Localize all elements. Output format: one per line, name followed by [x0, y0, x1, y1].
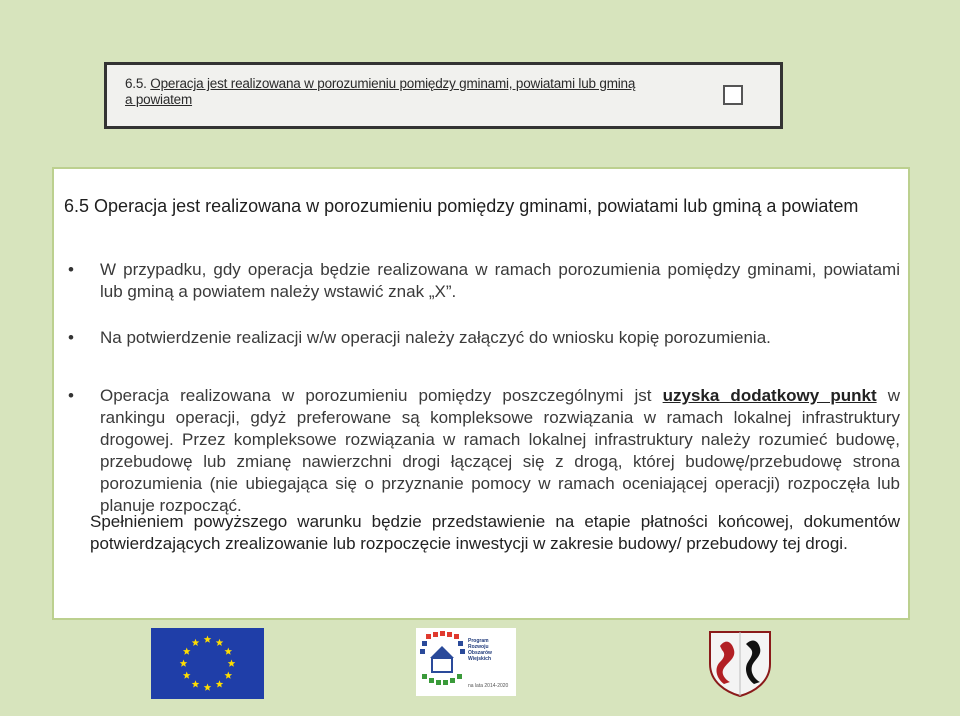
text-fragment: Operacja realizowana w porozumieniu pomiędzy poszczególnymi jst [100, 386, 663, 405]
emphasis-text: uzyska dodatkowy punkt [662, 386, 877, 405]
list-item-text: Na potwierdzenie realizacji w/w operacji należy załączyć do wniosku kopię porozumienia. [100, 328, 771, 347]
eu-star-icon [183, 672, 191, 679]
prow-name [468, 638, 516, 662]
scan-line-2: a powiatem [125, 92, 193, 107]
eu-star-icon [224, 648, 232, 655]
list-item-text [100, 385, 900, 517]
prow-line: Obszarów [468, 650, 492, 656]
closing-paragraph: Spełnieniem powyższego warunku będzie przedstawienie na etapie płatności końcowej, dokumentów potwierdzających zrealizowanie lub rozpoczęcie inwestycji w zakresie budowy/ przebudowy tej drogi. [90, 512, 900, 553]
bullet-icon: • [68, 386, 74, 405]
eu-star-icon [180, 660, 188, 667]
eu-star-icon [216, 680, 224, 687]
prow-years: na lata 2014-2020 [468, 683, 509, 689]
eu-star-icon [183, 648, 191, 655]
eu-star-icon [216, 639, 224, 646]
eu-star-icon [204, 636, 212, 643]
text-fragment: w rankingu operacji, gdyż preferowane są kompleksowe rozwiązania w ramach lokalnej infrastruktury drogowej. Przez kompleksowe rozwiązania w ramach lokalnej infrastruktury należy rozumieć budowę, przebudowę lub zmianę nawierzchni drogi łączącej się z drogą, której budowę/przebudowę strona porozumienia (nie ubiegająca się o przyznanie pomocy w ramach oceniającej operacji) rozpoczęła lub planuje rozpocząć. [100, 386, 901, 515]
scanned-form-excerpt [104, 62, 783, 129]
scan-item-number: 6.5. [125, 76, 151, 91]
prow-emblem-icon [416, 628, 468, 696]
eu-star-icon [228, 660, 236, 667]
coat-of-arms-logo [706, 628, 774, 698]
scan-line-1: Operacja jest realizowana w porozumieniu pomiędzy gminami, powiatami lub gminą [150, 76, 636, 91]
prow-logo [416, 628, 516, 696]
section-number: 6.5 [64, 196, 90, 216]
bullet-icon: • [68, 328, 74, 347]
eu-star-icon [204, 684, 212, 691]
eu-star-icon [192, 680, 200, 687]
section-title: Operacja jest realizowana w porozumieniu pomiędzy gminami, powiatami lub gminą a powiatem [94, 196, 859, 216]
eu-star-icon [192, 639, 200, 646]
prow-line: Wiejskich [468, 656, 492, 662]
prow-line: Program [468, 638, 489, 644]
prow-line: Rozwoju [468, 644, 489, 650]
list-item-text: W przypadku, gdy operacja będzie realizowana w ramach porozumienia pomiędzy gminami, powiatami lub gminą a powiatem należy wstawić znak „X”. [100, 260, 900, 301]
section-heading [64, 195, 900, 218]
eu-flag-logo [151, 628, 264, 699]
scanned-form-text [125, 76, 685, 108]
eu-stars-icon [151, 628, 264, 699]
eu-star-icon [224, 672, 232, 679]
checkbox-field[interactable] [723, 85, 743, 105]
content-card [52, 167, 910, 620]
bullet-icon: • [68, 260, 74, 279]
griffin-shield-icon [706, 628, 774, 698]
